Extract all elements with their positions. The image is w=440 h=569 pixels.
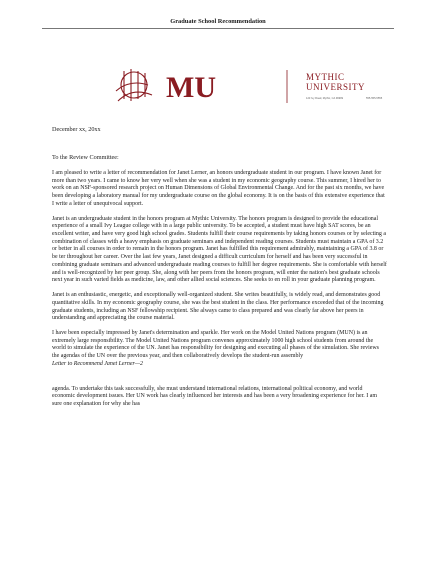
- university-address: 123 Ivy Road, Mythic, CA 99999: [306, 97, 344, 100]
- paragraph-4: I have been especially impressed by Janet's determination and sparkle. Her work on the Model United Nations program (MUN) is an extremely large responsibility. The Model United Nations program convenes approximately 1000 high school students from around the world to simulate the experience of the UN. Janet has responsibility for designing and executing all phases of the simulation. She reviews the agendas of the UN over the previous year, and then collaboratively develops the student-run assembly: [52, 329, 379, 360]
- university-logo: [112, 65, 302, 115]
- salutation: To the Review Committee:: [52, 154, 119, 161]
- logo-mark-text: MU: [166, 71, 216, 104]
- mu-logo-icon: [112, 65, 302, 110]
- university-phone: 555-555-5555: [366, 97, 383, 100]
- paragraph-continuation: agenda. To undertake this task successfully, she must understand international relations, international political economy, and world economic development issues. Her UN work has clearly influenced her interests and has been a very broadening experience for her. I am sure one explanation for why she has: [52, 385, 377, 407]
- university-name-line2: UNIVERSITY: [306, 82, 365, 92]
- paragraph-3: Janet is an enthusiastic, energetic, and exceptionally well-organized student. She writes beautifully, is widely read, and demonstrates good quantitative skills. In my economic geography course, she was the best student in the class. Her performance exceeded that of the incoming graduate students, including an NSF fellowship recipient. She always came to class prepared and was clearly far above her peers in understanding and appreciating the course material.: [52, 292, 384, 322]
- university-name: [306, 73, 365, 92]
- university-name-line1: MYTHIC: [306, 72, 345, 82]
- running-page-title: Letter to Recommend Janet Lerner—2: [52, 360, 144, 367]
- document-title: Graduate School Recommendation: [42, 18, 394, 29]
- letter-body: [52, 170, 387, 416]
- paragraph-1: I am pleased to write a letter of recommendation for Janet Lerner, an honors undergraduate student in our program. I have known Janet for more than two years. I came to know her very well when she was a student in my economic geography course. This summer, I hired her to work on an NSF-sponsored research project on Human Dimensions of Global Environmental Change. And for the past six months, we have been developing a laboratory manual for my undergraduate course on the global economy. It is on the basis of this extensive experience that I write a letter of unequivocal support.: [52, 170, 385, 207]
- paragraph-2: Janet is an undergraduate student in the honors program at Mythic University. The honors program is designed to provide the educational experience of a small Ivy League college with in a large public university. To be accepted, a student must have high SAT scores, be an excellent writer, and have very good high school grades. Students fulfill their course requirements by taking honors courses or by selecting a combination of classes with a heavy emphasis on graduate seminars and independent reading courses. Students must maintain a GPA of 3.2 or better in all courses in order to remain in the honors program. Janet has fulfilled this requirement admirably, maintaining a GPA of 3.8 or be ter throughout her career. Over the last few years, Janet designed a difficult curriculum for herself and has been very successful in combining graduate seminars and advanced undergraduate reading courses to fulfill her degree requirements. She is comfortable with herself and is well-recognized by her peer group. She, along with her peers from the honors program, will enter the nation's best graduate schools next year in such varied fields as medicine, law, and other allied social sciences. She seeks to en roll in your graduate planning program.: [52, 215, 387, 284]
- letter-date: December xx, 20xx: [52, 126, 101, 133]
